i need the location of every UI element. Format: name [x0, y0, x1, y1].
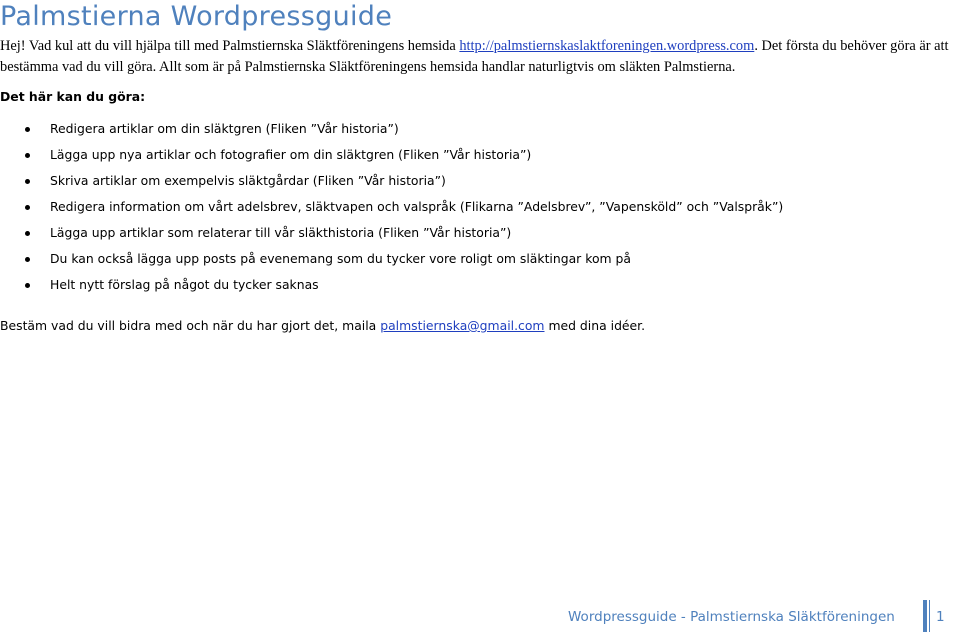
footer-divider	[923, 600, 927, 632]
bullet-icon	[25, 283, 30, 288]
bullet-icon	[25, 231, 30, 236]
site-link[interactable]: http://palmstiernskaslaktforeningen.wordpress.com	[459, 38, 755, 54]
list-item	[0, 198, 783, 224]
closing-text-start: Bestäm vad du vill bidra med och när du har gjort det, maila	[0, 318, 381, 333]
document-title: Palmstierna Wordpressguide	[0, 1, 393, 32]
list-item-text: Lägga upp artiklar som relaterar till vår släkthistoria (Fliken ”Vår historia”)	[50, 225, 512, 240]
list-item	[0, 172, 783, 198]
list-item-text: Redigera artiklar om din släktgren (Fliken ”Vår historia”)	[50, 121, 399, 136]
footer-text: Wordpressguide - Palmstiernska Släktföreningen	[568, 609, 895, 625]
intro-text-start: Hej! Vad kul att du vill hjälpa till med Palmstiernska Släktföreningens hemsida	[0, 38, 460, 54]
list-item	[0, 250, 783, 276]
email-link[interactable]: palmstiernska@gmail.com	[380, 318, 545, 333]
list-item-text: Lägga upp nya artiklar och fotografier om din släktgren (Fliken ”Vår historia”)	[50, 147, 532, 162]
intro-text-end: . Det första du behöver göra är att bestämma vad du vill göra. Allt som är på Palmstiernska Släktföreningens hemsida handlar naturligtvis om släkten Palmstierna.	[0, 38, 949, 75]
section-heading: Det här kan du göra:	[0, 89, 146, 104]
bullet-icon	[25, 257, 30, 262]
bullet-icon	[25, 179, 30, 184]
closing-text-end: med dina idéer.	[544, 318, 646, 333]
bullet-icon	[25, 153, 30, 158]
closing-paragraph	[0, 317, 645, 335]
list-item	[0, 276, 783, 302]
list-item-text: Redigera information om vårt adelsbrev, släktvapen och valspråk (Flikarna ”Adelsbrev”, ”Vapensköld” och ”Valspråk”)	[50, 199, 784, 214]
bullet-list	[0, 120, 783, 302]
intro-paragraph	[0, 36, 960, 78]
page-footer	[568, 600, 953, 632]
list-item	[0, 224, 783, 250]
list-item-text: Helt nytt förslag på något du tycker saknas	[50, 277, 319, 292]
bullet-icon	[25, 127, 30, 132]
page-number: 1	[936, 609, 945, 625]
list-item-text: Skriva artiklar om exempelvis släktgårdar (Fliken ”Vår historia”)	[50, 173, 446, 188]
list-item	[0, 146, 783, 172]
list-item-text: Du kan också lägga upp posts på evenemang som du tycker vore roligt om släktingar kom på	[50, 251, 631, 266]
list-item	[0, 120, 783, 146]
bullet-icon	[25, 205, 30, 210]
footer-divider-thin	[929, 600, 930, 632]
